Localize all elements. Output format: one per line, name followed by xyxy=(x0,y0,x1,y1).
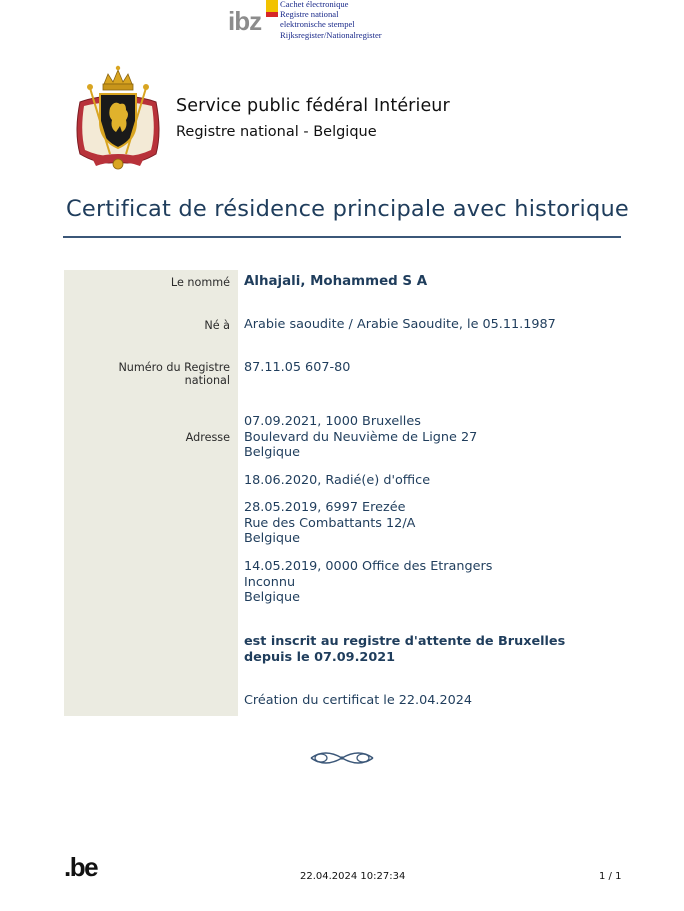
address-line: Belgique xyxy=(244,445,300,461)
page-number: 1 / 1 xyxy=(599,871,622,882)
address-line: Belgique xyxy=(244,590,300,606)
seal-line: elektronische stempel xyxy=(280,19,355,30)
seal-line: Registre national xyxy=(280,9,339,20)
address-line: Rue des Combattants 12/A xyxy=(244,515,416,531)
statement-line: depuis le 07.09.2021 xyxy=(244,649,396,665)
be-logo: .be xyxy=(64,852,98,882)
birth-value: Arabie saoudite / Arabie Saoudite, le 05.11.1987 xyxy=(244,317,556,332)
address-entry xyxy=(244,414,477,461)
flourish-ornament-icon xyxy=(307,746,377,770)
address-line: Boulevard du Neuvième de Ligne 27 xyxy=(244,429,478,445)
seal-text xyxy=(280,0,382,40)
address-entry xyxy=(244,500,415,547)
department-name: Registre national - Belgique xyxy=(176,124,377,140)
address-label: Adresse xyxy=(185,431,230,444)
label-column xyxy=(64,270,238,716)
issuing-authority xyxy=(176,96,450,140)
register-number-value: 87.11.05 607-80 xyxy=(244,360,351,375)
document-title: Certificat de résidence principale avec historique xyxy=(66,196,629,222)
title-divider xyxy=(63,236,621,238)
ibz-logo: ibz xyxy=(228,6,262,36)
organization-name: Service public fédéral Intérieur xyxy=(176,96,450,116)
register-label-line: national xyxy=(184,374,230,387)
belgian-coat-of-arms-icon xyxy=(70,62,166,172)
seal-stripe-red xyxy=(266,12,278,17)
footer-timestamp: 22.04.2024 10:27:34 xyxy=(300,871,406,882)
statement-line: est inscrit au registre d'attente de Bruxelles xyxy=(244,634,566,649)
seal-line: Rijksregister/Nationalregister xyxy=(280,29,382,40)
address-line: 18.06.2020, Radié(e) d'office xyxy=(244,473,431,488)
waiting-register-statement xyxy=(244,634,565,665)
electronic-seal xyxy=(228,0,458,42)
address-line: Inconnu xyxy=(244,574,296,590)
register-number-label xyxy=(118,361,230,387)
address-entry xyxy=(244,473,430,489)
address-line: Belgique xyxy=(244,531,300,547)
seal-line: Cachet électronique xyxy=(280,0,349,9)
address-line: 07.09.2021, 1000 Bruxelles xyxy=(244,414,421,429)
name-label: Le nommé xyxy=(170,276,230,289)
address-line: 14.05.2019, 0000 Office des Etrangers xyxy=(244,559,493,574)
address-line: 28.05.2019, 6997 Erezée xyxy=(244,500,406,515)
address-entry xyxy=(244,559,492,606)
name-value: Alhajali, Mohammed S A xyxy=(244,274,428,289)
seal-stripe-yellow xyxy=(266,0,278,12)
birth-label: Né à xyxy=(204,319,230,332)
register-label-line: Numéro du Registre xyxy=(118,361,230,374)
creation-date: Création du certificat le 22.04.2024 xyxy=(244,693,473,708)
